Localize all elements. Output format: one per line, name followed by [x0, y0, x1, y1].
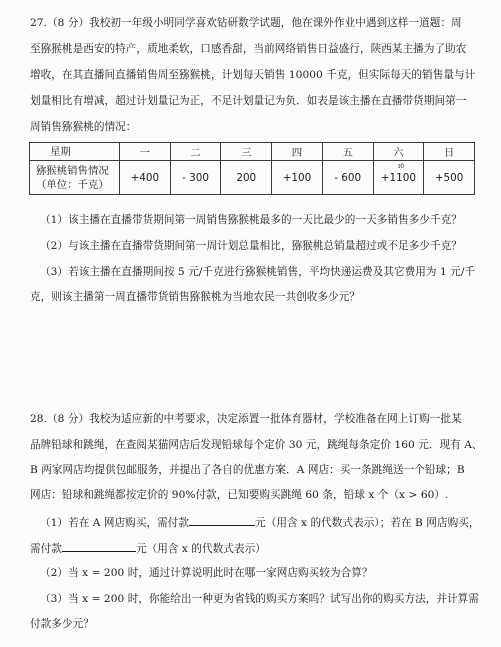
q27-stem-line-1: 27.（8 分）我校初一年级小明同学喜欢钻研数学试题，他在课外作业中遇到这样一道题：周 — [30, 17, 462, 29]
q28-sub1-text-d: 元（用含 x 的代数式表示） — [135, 543, 266, 555]
value-day-2: - 300 — [170, 161, 221, 195]
q28-subquestion-3-line-1: （3）当 x = 200 时，你能给出一种更为省钱的购买方案吗？试写出你的购买方法，并计算需 — [40, 593, 479, 605]
q28-subquestion-1-line-2 — [30, 540, 475, 556]
header-day-5: 五 — [322, 143, 373, 161]
q27-stem-line-5: 周销售猕猴桃的情况： — [30, 121, 137, 133]
value-day-3: 200 — [221, 161, 272, 195]
row-label-unit: （单位：千克） — [36, 178, 109, 191]
q28-stem-line-4: 网店：铅球和跳绳都按定价的 90%付款，已知要购买跳绳 60 条，铅球 x 个（x > 60）. — [30, 489, 449, 501]
header-weekday-label: 星期 — [30, 143, 120, 161]
q27-stem-line-4: 划量相比有增减，超过计划量记为正，不足计划量记为负．如表是该主播在直播带货期间第一 — [30, 95, 467, 107]
q28-stem-line-2: 品牌铅球和跳绳，在查阅某猫网店后发现铅球每个定价 30 元，跳绳每条定价 160 元．现有 A、 — [30, 439, 483, 451]
value-day-6: +1100 — [373, 161, 424, 195]
value-day-1: +400 — [120, 161, 171, 195]
q28-stem-line-1: 28.（8 分）我校为适应新的中考要求，决定添置一批体育器材，学校准备在网上订购一批某 — [30, 413, 462, 425]
sales-table-values-row — [30, 161, 475, 195]
sales-table-header-row — [30, 143, 475, 161]
header-day-7: 日 — [424, 143, 475, 161]
sales-table — [29, 142, 475, 195]
q27-subquestion-2: （2）与该主播在直播带货期间第一周计划总量相比，猕猴桃总销量超过或不足多少千克？ — [40, 240, 462, 252]
row-label-title: 猕猴桃销售情况 — [36, 164, 109, 177]
header-day-6: 六 — [373, 143, 424, 161]
q27-stem-line-3: 增收，在其直播间直播销售周至猕猴桃，计划每天销售 10000 千克，但实际每天的销售量与计 — [30, 69, 476, 81]
q27-stem-line-2: 至猕猴桃是西安的特产，质地柔软，口感香甜，当前网络销售日益盛行，陕西某主播为了助农 — [30, 43, 467, 55]
q28-subquestion-2: （2）当 x = 200 时，通过计算说明此时在哪一家网店购买较为合算？ — [40, 567, 373, 579]
value-day-5: - 600 — [322, 161, 373, 195]
q27-subquestion-3-line-1: （3）若该主播在直播期间按 5 元/千克进行猕猴桃销售，平均快递运费及其它费用为 1 元/千 — [40, 266, 476, 278]
answer-blank-a[interactable] — [189, 514, 255, 526]
value-day-7: +500 — [424, 161, 475, 195]
q28-sub1-text-a: （1）若在 A 网店购买，需付款 — [40, 517, 190, 529]
q28-subquestion-3-line-2: 付款多少元？ — [30, 618, 94, 630]
row-label — [30, 161, 120, 195]
q27-subquestion-3-line-2: 克，则该主播第一周直播带货销售猕猴桃为当地农民一共创收多少元？ — [30, 291, 360, 303]
q28-stem-line-3: B 两家网店均提供包邮服务，并提出了各自的优惠方案．A 网店：买一条跳绳送一个铅球；B — [30, 464, 465, 476]
header-day-4: 四 — [272, 143, 323, 161]
header-day-3: 三 — [221, 143, 272, 161]
q28-sub1-text-c: 需付款 — [30, 543, 62, 555]
q28-sub1-text-b: 元（用含 x 的代数式表示）；若在 B 网店购买， — [255, 517, 480, 529]
header-day-2: 二 — [170, 143, 221, 161]
q27-subquestion-1: （1）该主播在直播带货期间第一周销售猕猴桃最多的一天比最少的一天多销售多少千克？ — [40, 214, 462, 226]
value-day-4: +100 — [272, 161, 323, 195]
q28-subquestion-1-line-1 — [40, 514, 480, 530]
handwritten-tick-mark: ɪ0 — [398, 163, 405, 170]
header-day-1: 一 — [120, 143, 171, 161]
answer-blank-b[interactable] — [62, 540, 136, 552]
